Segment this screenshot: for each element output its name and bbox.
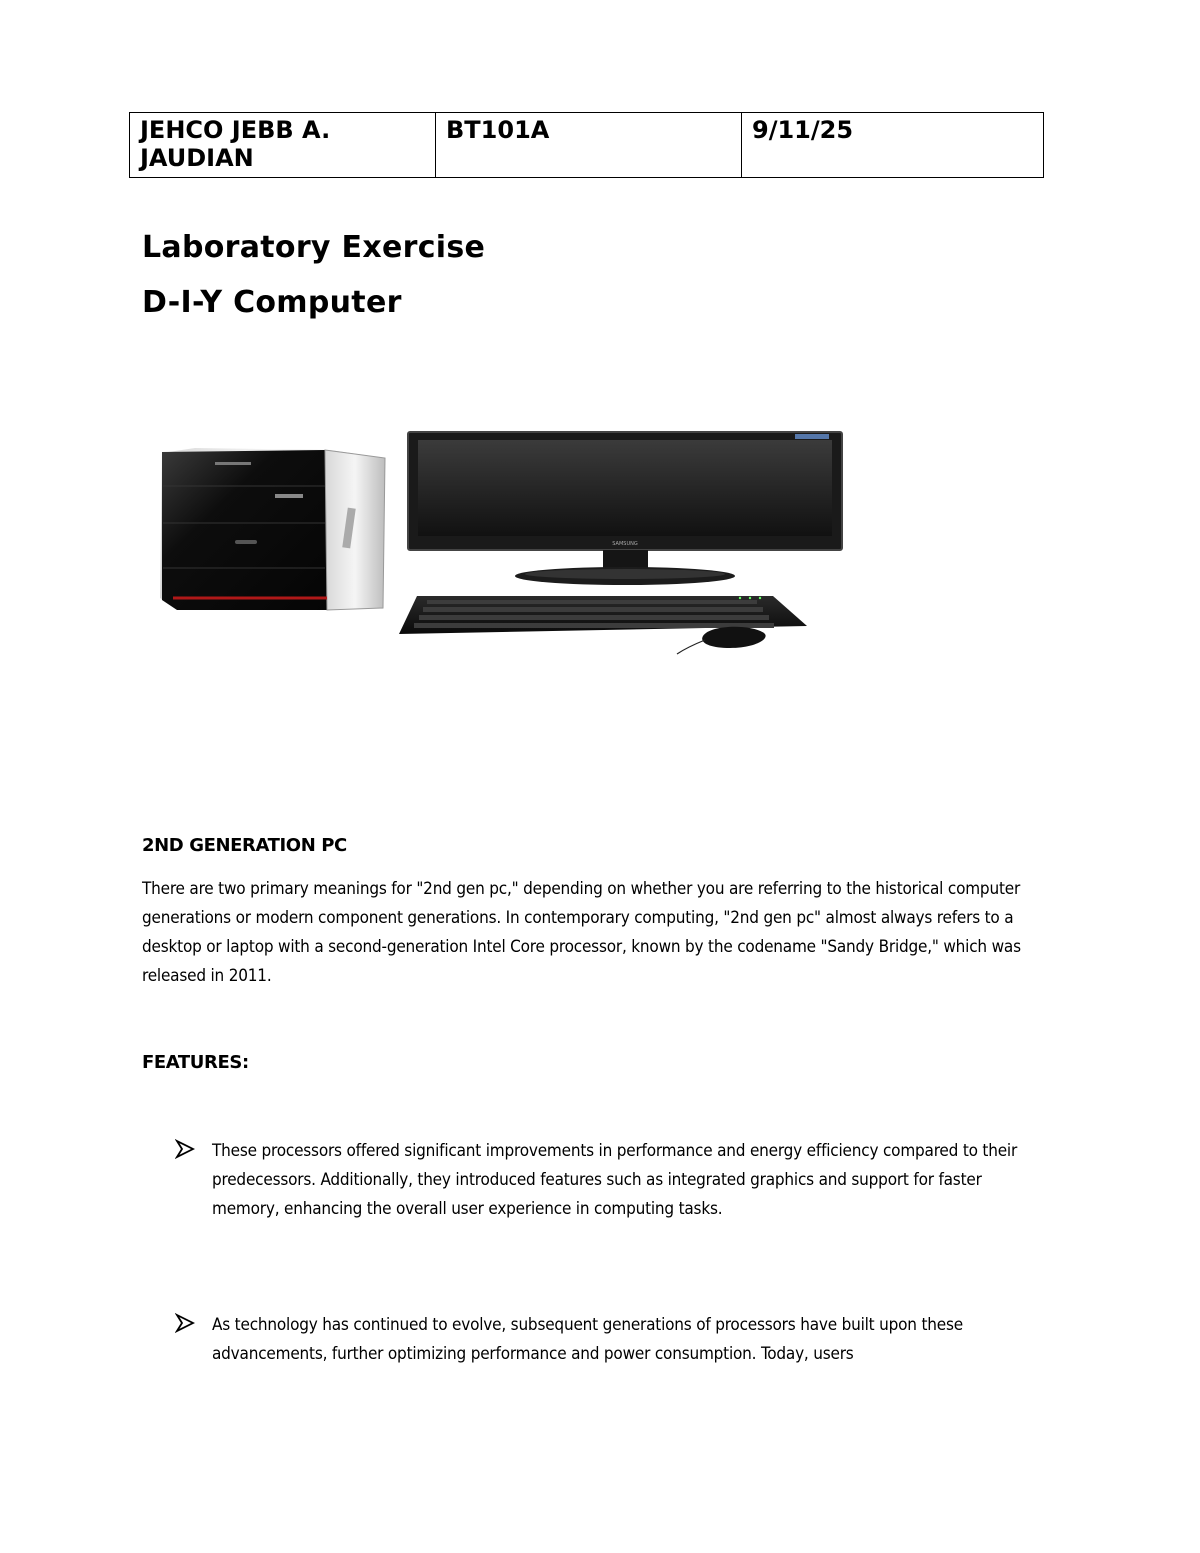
mouse-icon [677, 627, 766, 654]
desktop-computer-illustration [155, 428, 865, 668]
monitor-icon [408, 432, 842, 585]
feature-text: As technology has continued to evolve, subsequent generations of processors have built upon these advancements, further optimizing performance and power consumption. Today, users [212, 1315, 963, 1364]
header-table [129, 112, 1044, 178]
pc-tower-icon [160, 448, 385, 610]
section-heading-features: FEATURES: [142, 1052, 249, 1073]
generation-paragraph: There are two primary meanings for "2nd gen pc," depending on whether you are referring to the historical computer generations or modern component generations. In contemporary computing, "2nd gen pc" almost always refers to a desktop or laptop with a second-generation Intel Core processor, known by the codename "Sandy Bridge," which was released in 2011. [142, 879, 1021, 986]
feature-text: These processors offered significant improvements in performance and energy efficiency compared to their predecessors. Additionally, they introduced features such as integrated graphics and support for faster memory, enhancing the overall user experience in computing tasks. [212, 1141, 1018, 1219]
desktop-computer-image [155, 428, 865, 668]
header-row [130, 113, 1044, 178]
arrow-bullet-icon [175, 1313, 195, 1333]
document-title: Laboratory Exercise [142, 230, 486, 265]
monitor-brand-label: SAMSUNG [612, 541, 638, 547]
section-cell: BT101A [436, 113, 742, 178]
feature-list-item [175, 1137, 1045, 1224]
arrow-bullet-icon [175, 1139, 195, 1159]
document-subtitle: D-I-Y Computer [142, 285, 402, 320]
section-heading-generation: 2ND GENERATION PC [142, 835, 347, 856]
date-cell: 9/11/25 [742, 113, 1044, 178]
student-name-cell: JEHCO JEBB A. JAUDIAN [130, 113, 436, 178]
feature-list-item [175, 1311, 1045, 1369]
